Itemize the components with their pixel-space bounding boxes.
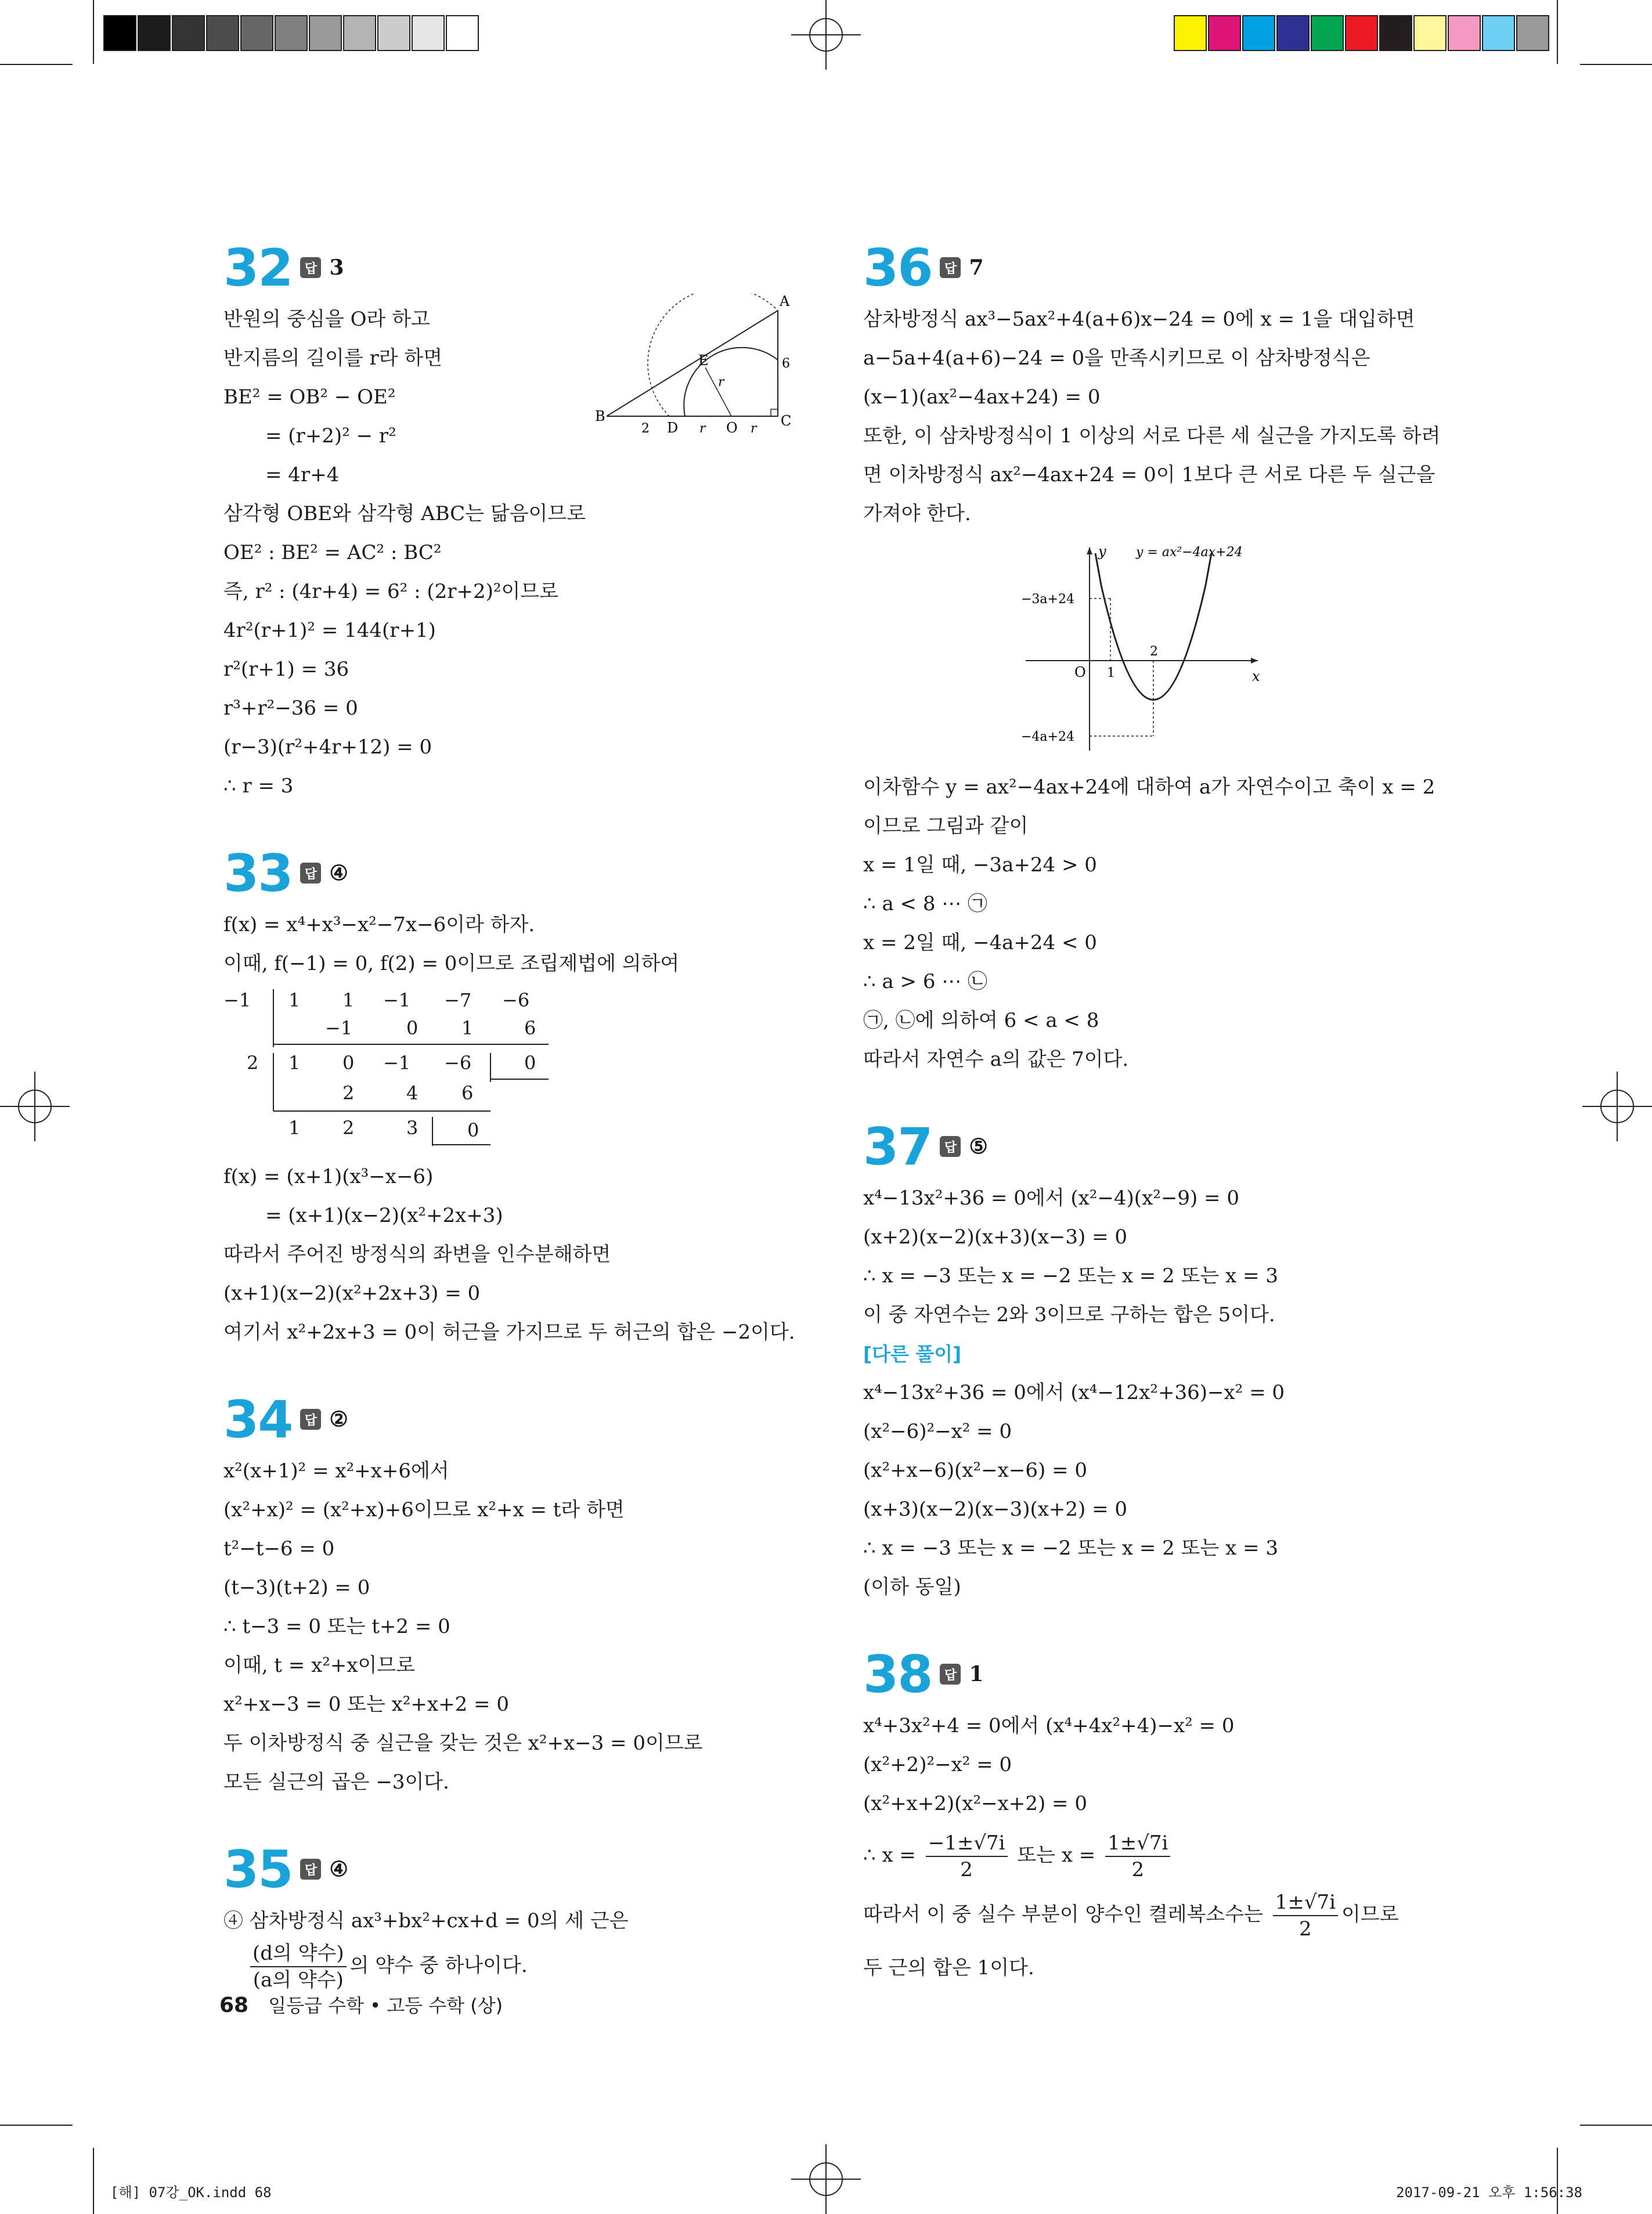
solution-line: (x+2)(x−2)(x+3)(x−3) = 0 bbox=[863, 1225, 1128, 1249]
answer-badge: 답 bbox=[300, 1859, 321, 1880]
answer-badge: 답 bbox=[940, 1664, 961, 1685]
solution-line: f(x) = (x+1)(x³−x−6) bbox=[223, 1165, 434, 1188]
crop-mark bbox=[0, 64, 73, 65]
crop-mark bbox=[0, 2125, 73, 2126]
solution-line: ∴ x = −3 또는 x = −2 또는 x = 2 또는 x = 3 bbox=[863, 1537, 1278, 1560]
answer-value: ② bbox=[329, 1407, 348, 1431]
crop-mark bbox=[1580, 2125, 1652, 2126]
triangle-semicircle-figure bbox=[595, 293, 792, 438]
y-axis-label: y bbox=[1098, 543, 1106, 560]
color-swatch bbox=[343, 15, 376, 51]
solution-line: x⁴−13x²+36 = 0에서 (x²−4)(x²−9) = 0 bbox=[863, 1187, 1239, 1210]
page-footer bbox=[219, 1991, 503, 2018]
solution-line: (x−1)(ax²−4ax+24) = 0 bbox=[863, 385, 1101, 409]
label-r: r bbox=[718, 375, 724, 390]
page-number: 68 bbox=[219, 1993, 249, 2017]
problem-36 bbox=[863, 235, 1455, 1079]
solution-line: $\frac{\text{(d의 약수)}}{\text{(a의 약수)}}$ 의 약수 중 하나이다. bbox=[223, 1941, 781, 1993]
solution-line: = 4r+4 bbox=[265, 463, 340, 486]
solution-line: 4r²(r+1)² = 144(r+1) bbox=[223, 619, 436, 642]
solution-line: r²(r+1) = 36 bbox=[223, 658, 349, 681]
answer-badge: 답 bbox=[940, 257, 961, 278]
problem-34 bbox=[223, 1387, 781, 1802]
solution-line: 면 이차방정식 ax²−4ax+24 = 0이 1보다 큰 서로 다른 두 실근을 bbox=[863, 463, 1435, 486]
color-swatch bbox=[172, 15, 205, 51]
answer-value: ④ bbox=[329, 861, 348, 885]
answer-badge: 답 bbox=[300, 1409, 321, 1430]
solution-line: 반지름의 길이를 r라 하면 bbox=[223, 347, 443, 370]
problem-number: 33 bbox=[223, 843, 293, 903]
problem-32 bbox=[223, 235, 792, 806]
problem-33 bbox=[223, 841, 795, 1352]
registration-mark-icon bbox=[791, 0, 861, 70]
color-swatch bbox=[1242, 15, 1275, 51]
problem-37 bbox=[863, 1114, 1455, 1607]
book-title: 일등급 수학 • 고등 수학 (상) bbox=[268, 1995, 503, 2017]
solution-line: 이차함수 y = ax²−4ax+24에 대하여 a가 자연수이고 축이 x = 2 bbox=[863, 776, 1435, 799]
label-six: 6 bbox=[782, 356, 790, 371]
answer-value: 7 bbox=[969, 255, 984, 280]
answer-badge: 답 bbox=[940, 1136, 961, 1157]
answer-badge: 답 bbox=[300, 257, 321, 278]
solution-line: f(x) = x⁴+x³−x²−7x−6이라 하자. bbox=[223, 913, 535, 936]
tick-2: 2 bbox=[1150, 644, 1158, 659]
solution-line: OE² : BE² = AC² : BC² bbox=[223, 541, 442, 564]
origin-label: O bbox=[1074, 664, 1086, 680]
color-swatch bbox=[138, 15, 171, 51]
label-r: r bbox=[751, 421, 757, 436]
solution-line: (x²+x+2)(x²−x+2) = 0 bbox=[863, 1792, 1087, 1815]
solution-line: 여기서 x²+2x+3 = 0이 허근을 가지므로 두 허근의 합은 −2이다. bbox=[223, 1321, 795, 1344]
left-column bbox=[223, 235, 795, 2016]
color-swatch bbox=[206, 15, 239, 51]
solution-line: ∴ x = −3 또는 x = −2 또는 x = 2 또는 x = 3 bbox=[863, 1264, 1278, 1288]
crop-mark bbox=[93, 0, 94, 64]
problem-35 bbox=[223, 1837, 781, 1993]
color-swatch bbox=[1413, 15, 1447, 51]
solution-line: 이때, t = x²+x이므로 bbox=[223, 1654, 416, 1677]
solution-line: ∴ a > 6 ⋯ ㉡ bbox=[863, 970, 988, 993]
solution-line: = (r+2)² − r² bbox=[265, 424, 396, 448]
parabola-graph bbox=[863, 536, 1444, 768]
solution-line: (r−3)(r²+4r+12) = 0 bbox=[223, 735, 432, 759]
alt-solution-title: [다른 풀이] bbox=[863, 1343, 962, 1365]
color-swatch bbox=[1174, 15, 1207, 51]
right-column bbox=[863, 235, 1455, 2011]
label-top: −3a+24 bbox=[1021, 592, 1074, 607]
solution-line: 두 근의 합은 1이다. bbox=[863, 1956, 1034, 1979]
curve-label: y = ax²−4ax+24 bbox=[1136, 545, 1243, 560]
solution-line: ∴ a < 8 ⋯ ㉠ bbox=[863, 892, 988, 915]
color-swatch bbox=[103, 15, 136, 51]
color-swatch bbox=[1516, 15, 1549, 51]
solution-line: 이므로 그림과 같이 bbox=[863, 814, 1029, 838]
solution-line: x = 2일 때, −4a+24 < 0 bbox=[863, 931, 1097, 954]
solution-line: 모든 실근의 곱은 −3이다. bbox=[223, 1771, 449, 1794]
color-swatch bbox=[446, 15, 479, 51]
solution-line: ④ 삼차방정식 ax³+bx²+cx+d = 0의 세 근은 bbox=[223, 1909, 629, 1932]
label-C: C bbox=[781, 413, 792, 429]
registration-mark-icon bbox=[1582, 1072, 1652, 1141]
solution-line: 이때, f(−1) = 0, f(2) = 0이므로 조립제법에 의하여 bbox=[223, 952, 680, 975]
answer-value: ④ bbox=[329, 1857, 348, 1881]
color-swatch bbox=[1379, 15, 1412, 51]
solution-line: (이하 동일) bbox=[863, 1575, 961, 1599]
color-swatch bbox=[309, 15, 342, 51]
answer-value: 3 bbox=[329, 255, 344, 280]
color-swatch bbox=[275, 15, 308, 51]
label-D: D bbox=[667, 420, 679, 436]
crop-mark bbox=[1557, 0, 1558, 64]
solution-line: 가져야 한다. bbox=[863, 502, 971, 525]
solution-line: t²−t−6 = 0 bbox=[223, 1537, 335, 1560]
color-swatch bbox=[1276, 15, 1310, 51]
slug-date: 2017-09-21 오후 1:56:38 bbox=[1396, 2184, 1582, 2201]
solution-line: (x²+x)² = (x²+x)+6이므로 x²+x = t라 하면 bbox=[223, 1498, 625, 1521]
synthetic-division-table: −1 1 1 −1 −7 −6 −1 0 1 6 2 1 0 −1 −6 0 2 4 6 1 2 3 0 bbox=[223, 989, 536, 1141]
label-E: E bbox=[698, 352, 709, 369]
solution-line: 또한, 이 삼차방정식이 1 이상의 서로 다른 세 실근을 가지도록 하려 bbox=[863, 424, 1441, 448]
registration-mark-icon bbox=[0, 1072, 70, 1141]
solution-line: 즉, r² : (4r+4) = 6² : (2r+2)²이므로 bbox=[223, 580, 559, 603]
solution-line: x⁴−13x²+36 = 0에서 (x⁴−12x²+36)−x² = 0 bbox=[863, 1381, 1285, 1404]
solution-line: 따라서 이 중 실수 부분이 양수인 켤레복소수는 $\frac{1\pm√7i}{2}$ 이므로 bbox=[863, 1891, 1399, 1941]
color-swatch bbox=[377, 15, 410, 51]
problem-number: 36 bbox=[863, 237, 932, 298]
registration-mark-icon bbox=[791, 2144, 861, 2214]
problem-number: 32 bbox=[223, 237, 293, 298]
color-swatch bbox=[1345, 15, 1378, 51]
solution-line: x⁴+3x²+4 = 0에서 (x⁴+4x²+4)−x² = 0 bbox=[863, 1714, 1235, 1737]
solution-line: r³+r²−36 = 0 bbox=[223, 697, 358, 720]
label-bottom: −4a+24 bbox=[1021, 730, 1074, 744]
solution-line: 이 중 자연수는 2와 3이므로 구하는 합은 5이다. bbox=[863, 1303, 1275, 1326]
x-axis-label: x bbox=[1252, 668, 1260, 684]
solution-line: BE² = OB² − OE² bbox=[223, 385, 396, 409]
solution-line: a−5a+4(a+6)−24 = 0을 만족시키므로 이 삼차방정식은 bbox=[863, 347, 1370, 370]
solution-line: (t−3)(t+2) = 0 bbox=[223, 1576, 370, 1599]
solution-line: (x²−6)²−x² = 0 bbox=[863, 1420, 1012, 1443]
solution-line: x²+x−3 = 0 또는 x²+x+2 = 0 bbox=[223, 1693, 509, 1716]
tick-1: 1 bbox=[1107, 666, 1115, 680]
solution-line: 따라서 주어진 방정식의 좌변을 인수분해하면 bbox=[223, 1243, 611, 1266]
label-two: 2 bbox=[641, 421, 650, 436]
solution-line: = (x+1)(x−2)(x²+2x+3) bbox=[265, 1204, 503, 1227]
solution-line: 삼각형 OBE와 삼각형 ABC는 닮음이므로 bbox=[223, 502, 586, 525]
problem-number: 34 bbox=[223, 1389, 293, 1449]
solution-line: x = 1일 때, −3a+24 > 0 bbox=[863, 853, 1097, 877]
label-B: B bbox=[595, 408, 605, 424]
solution-line: 반원의 중심을 O라 하고 bbox=[223, 308, 430, 331]
slug-file: [해] 07강_OK.indd 68 bbox=[110, 2184, 272, 2201]
solution-line: (x²+x−6)(x²−x−6) = 0 bbox=[863, 1459, 1087, 1482]
crop-mark bbox=[93, 2148, 94, 2214]
solution-line: ∴ r = 3 bbox=[223, 774, 294, 798]
color-swatch bbox=[1208, 15, 1241, 51]
solution-line: (x+3)(x−2)(x−3)(x+2) = 0 bbox=[863, 1498, 1128, 1521]
label-r: r bbox=[699, 421, 706, 436]
solution-line: x²(x+1)² = x²+x+6에서 bbox=[223, 1459, 449, 1483]
solution-line: (x+1)(x−2)(x²+2x+3) = 0 bbox=[223, 1282, 481, 1305]
color-swatch bbox=[412, 15, 445, 51]
answer-badge: 답 bbox=[300, 863, 321, 884]
solution-line: ∴ t−3 = 0 또는 t+2 = 0 bbox=[223, 1615, 450, 1638]
label-A: A bbox=[780, 293, 790, 309]
crop-mark bbox=[1580, 64, 1652, 65]
solution-line: 삼차방정식 ax³−5ax²+4(a+6)x−24 = 0에 x = 1을 대입하면 bbox=[863, 308, 1415, 331]
solution-line: ∴ x = $\frac{-1\pm√7i}{2}$ 또는 x = $\frac{1\pm√7i}{2}$ bbox=[863, 1830, 1455, 1883]
color-swatch bbox=[1448, 15, 1481, 51]
solution-line: 따라서 자연수 a의 값은 7이다. bbox=[863, 1048, 1129, 1071]
solution-line: ㉠, ㉡에 의하여 6 < a < 8 bbox=[863, 1009, 1099, 1032]
solution-line: 두 이차방정식 중 실근을 갖는 것은 x²+x−3 = 0이므로 bbox=[223, 1732, 703, 1755]
color-swatch bbox=[240, 15, 273, 51]
color-swatch bbox=[1482, 15, 1515, 51]
problem-number: 35 bbox=[223, 1839, 293, 1899]
fraction: $\frac{\text{(d의 약수)}}{\text{(a의 약수)}}$ bbox=[250, 1941, 347, 1993]
label-O: O bbox=[726, 420, 738, 436]
solution-line: (x²+2)²−x² = 0 bbox=[863, 1753, 1012, 1776]
problem-number: 38 bbox=[863, 1644, 932, 1704]
answer-value: ⑤ bbox=[969, 1134, 988, 1159]
color-swatch bbox=[1311, 15, 1344, 51]
problem-38 bbox=[863, 1642, 1455, 1988]
problem-number: 37 bbox=[863, 1116, 932, 1177]
answer-value: 1 bbox=[969, 1662, 984, 1686]
